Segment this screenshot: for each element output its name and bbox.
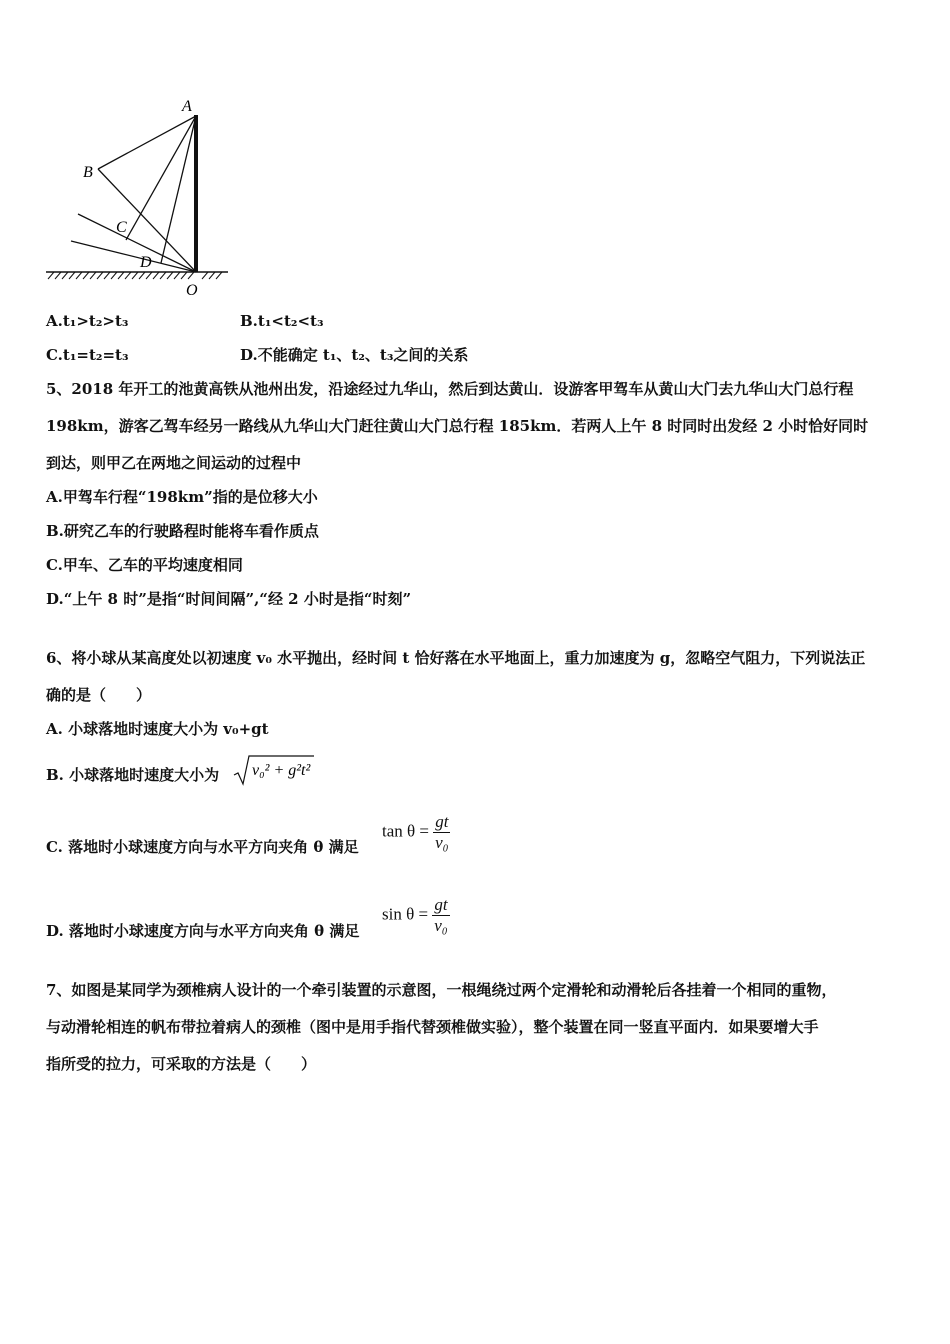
q6-option-c-formula	[382, 812, 450, 853]
label-D: D	[140, 254, 152, 271]
q7-stem-line3: 指所受的拉力，可采取的方法是（ ）	[46, 1055, 317, 1073]
q6-option-c[interactable]: C. 落地时小球速度方向与水平方向夹角 θ 满足	[46, 838, 359, 856]
q6-stem-line2: 确的是（ ）	[46, 686, 152, 704]
q6-option-b[interactable]: B. 小球落地时速度大小为	[46, 766, 220, 784]
q5-option-c[interactable]: C.甲车、乙车的平均速度相同	[46, 556, 243, 574]
q6-option-d-formula	[382, 895, 450, 936]
q6-option-a[interactable]: A. 小球落地时速度大小为 v₀+gt	[46, 720, 269, 738]
label-A: A	[182, 98, 192, 115]
q4-option-c[interactable]: C.t₁=t₂=t₃	[46, 346, 129, 364]
q6-option-d[interactable]: D. 落地时小球速度方向与水平方向夹角 θ 满足	[46, 922, 360, 940]
inclined-plane-figure	[40, 95, 240, 309]
label-O: O	[186, 282, 198, 299]
q5-stem-line2: 198km，游客乙驾车经另一路线从九华山大门赶往黄山大门总行程 185km．若两人上午 8 时同时出发经 2 小时恰好同时	[46, 417, 869, 435]
q5-option-d[interactable]: D.“上午 8 时”是指“时间间隔”,“经 2 小时是指“时刻”	[46, 590, 412, 608]
q6-option-c-denominator: v₀	[435, 833, 449, 852]
q6-option-d-func: sin θ =	[382, 904, 429, 924]
q5-stem-line1: 5、2018 年开工的池黄高铁从池州出发，沿途经过九华山，然后到达黄山．设游客甲驾车从黄山大门去九华山大门总行程	[46, 380, 854, 398]
q4-option-d[interactable]: D.不能确定 t₁、t₂、t₃之间的关系	[240, 346, 469, 364]
q7-stem-line2: 与动滑轮相连的帆布带拉着病人的颈椎（图中是用手指代替颈椎做实验），整个装置在同一竖直平面内．如果要增大手	[46, 1018, 819, 1036]
q5-option-a[interactable]: A.甲驾车行程“198km”指的是位移大小	[46, 488, 318, 506]
label-B: B	[83, 164, 93, 181]
q4-option-a[interactable]: A.t₁>t₂>t₃	[46, 312, 129, 330]
label-C: C	[116, 219, 127, 236]
q6-option-d-numerator: gt	[434, 895, 448, 914]
q4-option-b[interactable]: B.t₁<t₂<t₃	[240, 312, 324, 330]
q6-option-d-fraction	[432, 895, 449, 936]
q5-option-b[interactable]: B.研究乙车的行驶路程时能将车看作质点	[46, 522, 319, 540]
q6-option-b-formula	[232, 753, 316, 791]
q6-option-d-denominator: v₀	[434, 916, 448, 935]
q5-stem-line3: 到达，则甲乙在两地之间运动的过程中	[46, 454, 302, 472]
q6-stem-line1: 6、将小球从某高度处以初速度 v₀ 水平抛出，经时间 t 恰好落在水平地面上，重力加速度为 g，忽略空气阻力，下列说法正	[46, 649, 866, 667]
q7-stem-line1: 7、如图是某同学为颈椎病人设计的一个牵引装置的示意图，一根绳绕过两个定滑轮和动滑轮后各挂着一个相同的重物，	[46, 981, 837, 999]
q6-option-c-fraction	[433, 812, 450, 853]
q6-option-b-radicand: v₀² + g²t²	[252, 762, 311, 779]
q6-option-c-numerator: gt	[435, 812, 449, 831]
sqrt-sign-icon	[232, 753, 316, 787]
q6-option-c-func: tan θ =	[382, 821, 429, 841]
